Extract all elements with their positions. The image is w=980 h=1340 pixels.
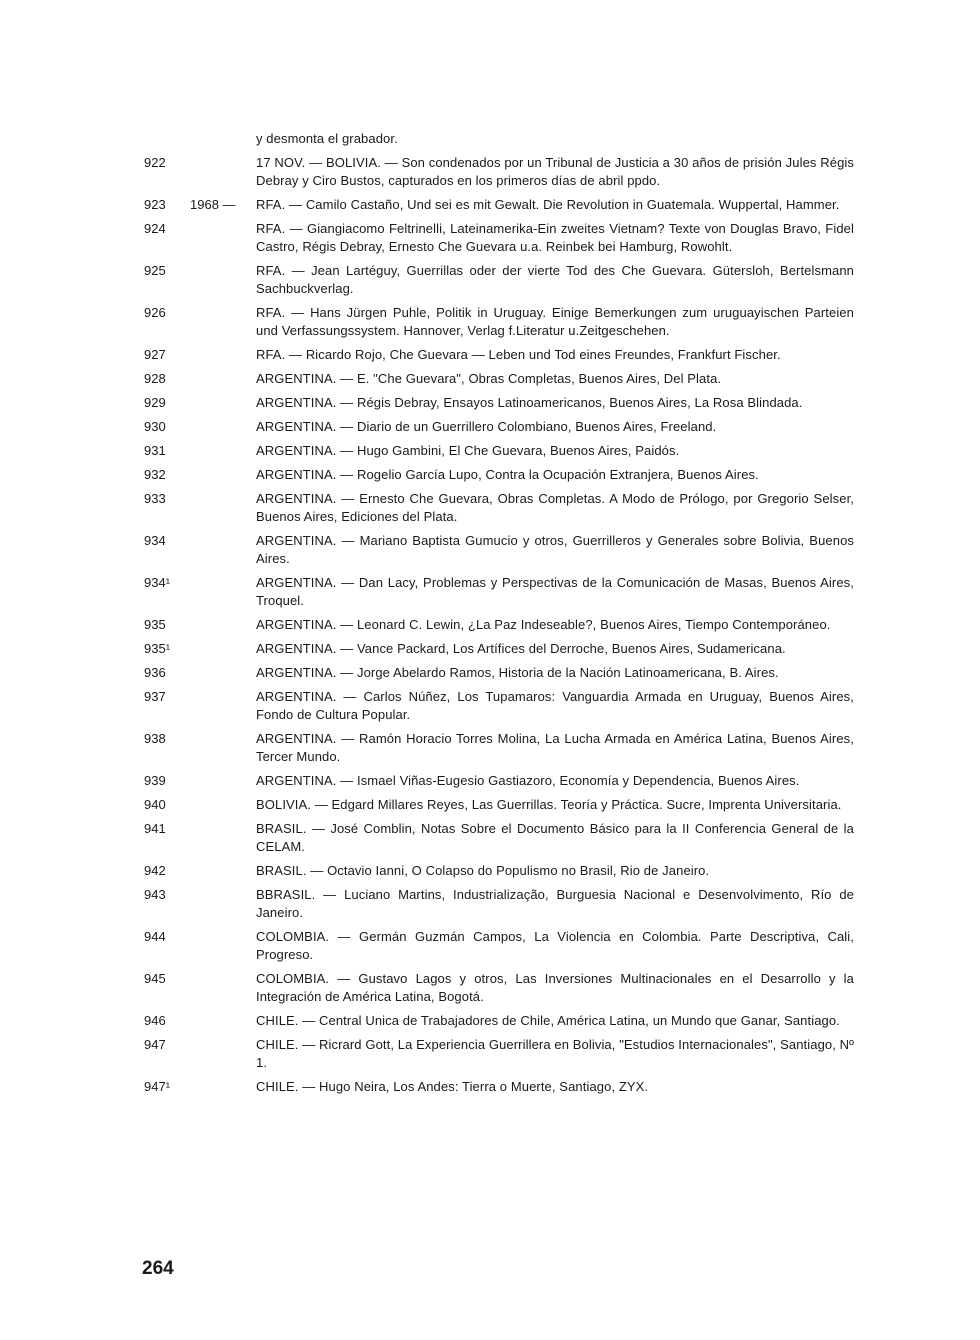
entry-text: ARGENTINA. — Mariano Baptista Gumucio y otros, Guerrilleros y Generales sobre Bolivia, Buenos Aires. — [256, 533, 854, 566]
page-number: 264 — [142, 1258, 174, 1279]
bibliography-entry — [130, 886, 870, 922]
entry-text: ARGENTINA. — Diario de un Guerrillero Colombiano, Buenos Aires, Freeland. — [256, 419, 717, 434]
entry-number: 939 — [144, 773, 166, 788]
entry-number: 941 — [144, 821, 166, 836]
entry-text: CHILE. — Central Unica de Trabajadores de Chile, América Latina, un Mundo que Ganar, Santiago. — [256, 1013, 840, 1028]
entry-number: 928 — [144, 371, 166, 386]
entry-text: RFA. — Ricardo Rojo, Che Guevara — Leben und Tod eines Freundes, Frankfurt Fischer. — [256, 347, 781, 362]
entry-number: 947¹ — [144, 1079, 171, 1094]
bibliography-entry — [130, 730, 870, 766]
entry-number: 922 — [144, 155, 166, 170]
entry-text: ARGENTINA. — Rogelio García Lupo, Contra la Ocupación Extranjera, Buenos Aires. — [256, 467, 759, 482]
entry-number: 929 — [144, 395, 166, 410]
entry-text: RFA. — Jean Lartéguy, Guerrillas oder der vierte Tod des Che Guevara. Gütersloh, Bertelsmann Sachbuckverlag. — [256, 263, 854, 296]
entry-number: 947 — [144, 1037, 166, 1052]
entry-text: COLOMBIA. — Germán Guzmán Campos, La Violencia en Colombia. Parte Descriptiva, Cali, Progreso. — [256, 929, 854, 962]
entry-text: 17 NOV. — BOLIVIA. — Son condenados por un Tribunal de Justicia a 30 años de prisión Jules Régis Debray y Ciro Bustos, capturados en los primeros días de abril ppdo. — [256, 155, 854, 188]
entry-text: RFA. — Camilo Castaño, Und sei es mit Gewalt. Die Revolution in Guatemala. Wuppertal, Hammer. — [256, 197, 840, 212]
entry-text: BRASIL. — Octavio Ianni, O Colapso do Populismo no Brasil, Rio de Janeiro. — [256, 863, 710, 878]
entry-text: ARGENTINA. — Régis Debray, Ensayos Latinoamericanos, Buenos Aires, La Rosa Blindada. — [256, 395, 803, 410]
bibliography-entry — [130, 220, 870, 256]
entry-text: RFA. — Hans Jürgen Puhle, Politik in Uruguay. Einige Bemerkungen zum uruguayischen Parteien und Verfassungssystem. Hannover, Verlag f.Literatur u.Zeitgeschehen. — [256, 305, 854, 338]
entry-text: ARGENTINA. — Carlos Núñez, Los Tupamaros: Vanguardia Armada en Uruguay, Buenos Aires, Fondo de Cultura Popular. — [256, 689, 854, 722]
entry-number: 942 — [144, 863, 166, 878]
bibliography-entry — [130, 442, 870, 460]
bibliography-entry — [130, 532, 870, 568]
entry-text: CHILE. — Ricrard Gott, La Experiencia Guerrillera en Bolivia, "Estudios Internacionales", Santiago, Nº 1. — [256, 1037, 854, 1070]
bibliography-entry — [130, 1078, 870, 1096]
entry-year: 1968 — — [190, 197, 236, 212]
bibliography-entry — [130, 772, 870, 790]
bibliography-entry — [130, 418, 870, 436]
bibliography-entry — [130, 490, 870, 526]
entry-text: CHILE. — Hugo Neira, Los Andes: Tierra o Muerte, Santiago, ZYX. — [256, 1079, 649, 1094]
entry-text: BOLIVIA. — Edgard Millares Reyes, Las Guerrillas. Teoría y Práctica. Sucre, Imprenta Universitaria. — [256, 797, 842, 812]
entry-text: ARGENTINA. — Dan Lacy, Problemas y Perspectivas de la Comunicación de Masas, Buenos Aires, Troquel. — [256, 575, 854, 608]
bibliography-entry — [130, 640, 870, 658]
entry-number: 933 — [144, 491, 166, 506]
entry-number: 943 — [144, 887, 166, 902]
entry-number: 932 — [144, 467, 166, 482]
entry-text: ARGENTINA. — Ernesto Che Guevara, Obras Completas. A Modo de Prólogo, por Gregorio Selser, Buenos Aires, Ediciones del Plata. — [256, 491, 854, 524]
bibliography-entry — [130, 820, 870, 856]
entry-text: COLOMBIA. — Gustavo Lagos y otros, Las Inversiones Multinacionales en el Desarrollo y la Integración de América Latina, Bogotá. — [256, 971, 854, 1004]
entry-text: ARGENTINA. — E. "Che Guevara", Obras Completas, Buenos Aires, Del Plata. — [256, 371, 722, 386]
bibliography-entry — [130, 796, 870, 814]
bibliography-entry — [130, 394, 870, 412]
entry-number: 935 — [144, 617, 166, 632]
entry-number: 934 — [144, 533, 166, 548]
bibliography-entry — [130, 574, 870, 610]
entry-text: ARGENTINA. — Ismael Viñas-Eugesio Gastiazoro, Economía y Dependencia, Buenos Aires. — [256, 773, 800, 788]
entry-number: 934¹ — [144, 575, 171, 590]
bibliography-entry — [130, 346, 870, 364]
entry-number: 938 — [144, 731, 166, 746]
entry-text: y desmonta el grabador. — [256, 131, 398, 146]
entry-number: 937 — [144, 689, 166, 704]
entry-number: 930 — [144, 419, 166, 434]
bibliography-entry — [130, 688, 870, 724]
bibliography-entry — [130, 970, 870, 1006]
entry-text: ARGENTINA. — Vance Packard, Los Artífices del Derroche, Buenos Aires, Sudamericana. — [256, 641, 786, 656]
bibliography-list — [130, 130, 870, 1102]
bibliography-entry — [130, 304, 870, 340]
entry-number: 936 — [144, 665, 166, 680]
bibliography-entry — [130, 130, 870, 148]
entry-number: 931 — [144, 443, 166, 458]
bibliography-entry — [130, 664, 870, 682]
entry-number: 927 — [144, 347, 166, 362]
entry-number: 946 — [144, 1013, 166, 1028]
bibliography-entry — [130, 466, 870, 484]
entry-text: ARGENTINA. — Ramón Horacio Torres Molina, La Lucha Armada en América Latina, Buenos Aires, Tercer Mundo. — [256, 731, 854, 764]
entry-text: RFA. — Giangiacomo Feltrinelli, Lateinamerika-Ein zweites Vietnam? Texte von Douglas Bravo, Fidel Castro, Régis Debray, Ernesto Che Guevara u.a. Reinbek bei Hamburg, Rowohlt. — [256, 221, 854, 254]
entry-number: 945 — [144, 971, 166, 986]
bibliography-entry — [130, 862, 870, 880]
bibliography-entry — [130, 370, 870, 388]
entry-number: 944 — [144, 929, 166, 944]
bibliography-entry — [130, 928, 870, 964]
entry-number: 926 — [144, 305, 166, 320]
entry-text: BRASIL. — José Comblin, Notas Sobre el Documento Básico para la II Conferencia General de la CELAM. — [256, 821, 854, 854]
bibliography-entry — [130, 196, 870, 214]
bibliography-entry — [130, 616, 870, 634]
entry-text: ARGENTINA. — Leonard C. Lewin, ¿La Paz Indeseable?, Buenos Aires, Tiempo Contemporáneo. — [256, 617, 831, 632]
bibliography-entry — [130, 154, 870, 190]
bibliography-entry — [130, 262, 870, 298]
entry-number: 935¹ — [144, 641, 171, 656]
entry-text: ARGENTINA. — Jorge Abelardo Ramos, Historia de la Nación Latinoamericana, B. Aires. — [256, 665, 779, 680]
bibliography-entry — [130, 1036, 870, 1072]
entry-number: 923 — [144, 197, 166, 212]
bibliography-entry — [130, 1012, 870, 1030]
entry-text: ARGENTINA. — Hugo Gambini, El Che Guevara, Buenos Aires, Paidós. — [256, 443, 680, 458]
entry-text: BBRASIL. — Luciano Martins, Industrialização, Burguesia Nacional e Desenvolvimento, Río de Janeiro. — [256, 887, 854, 920]
entry-number: 925 — [144, 263, 166, 278]
entry-number: 940 — [144, 797, 166, 812]
entry-number: 924 — [144, 221, 166, 236]
